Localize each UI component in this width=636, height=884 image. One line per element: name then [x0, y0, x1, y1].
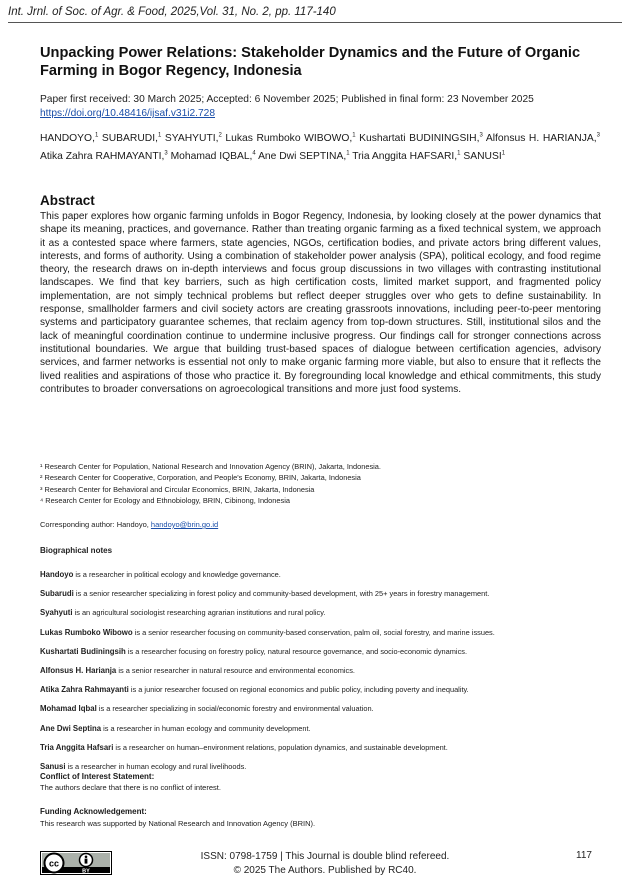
- doi-link[interactable]: https://doi.org/10.48416/ijsaf.v31i2.728: [40, 108, 216, 119]
- funding-text: This research was supported by National Research and Innovation Agency (BRIN).: [40, 819, 316, 828]
- bio-text: is a researcher in human ecology and rural livelihoods.: [65, 761, 247, 771]
- author-affiliation-marker: 4: [252, 150, 256, 157]
- bio-item: [40, 589, 600, 608]
- author-affiliation-marker: 1: [352, 133, 356, 139]
- author-list: [40, 129, 600, 164]
- author-affiliation-marker: 2: [218, 133, 222, 139]
- author-affiliation-marker: 3: [479, 133, 483, 139]
- copyright-line: © 2025 The Authors. Published by RC40.: [233, 865, 417, 876]
- issn-line: ISSN: 0798-1759 | This Journal is double blind refereed.: [200, 851, 450, 862]
- bio-text: is a researcher in political ecology and knowledge governance.: [73, 570, 281, 579]
- author-name: Kushartati BUDININGSIH,: [359, 133, 480, 145]
- article-title: Unpacking Power Relations: Stakeholder Dynamics and the Future of Organic Farming in Bogor Regency, Indonesia: [40, 45, 581, 79]
- author-entry: [40, 133, 98, 144]
- journal-header: Int. Jrnl. of Soc. of Agr. & Food, 2025,Vol. 31, No. 2, pp. 117-140: [8, 6, 622, 23]
- bio-text: is a researcher focusing on forestry policy, natural resource governance, and socio-economic dynamics.: [125, 646, 468, 656]
- author-name: Lukas Rumboko WIBOWO,: [225, 133, 353, 145]
- bio-text: is a researcher specializing in social/economic forestry and environmental valuation.: [96, 704, 374, 714]
- author-name: Tria Anggita HAFSARI,: [352, 150, 458, 162]
- bio-text: is a researcher in human ecology and community development.: [101, 723, 311, 733]
- author-affiliation-marker: 3: [164, 150, 168, 157]
- bio-list: [40, 570, 600, 781]
- publication-dates: Paper first received: 30 March 2025; Accepted: 6 November 2025; Published in final form: 23 November 2025: [40, 94, 534, 105]
- bio-name: Sanusi: [40, 761, 66, 771]
- page-number: 117: [576, 850, 592, 861]
- bio-item: [40, 685, 600, 704]
- bio-item: [40, 647, 600, 666]
- affiliation-1: ¹ Research Center for Population, National Research and Innovation Agency (BRIN), Jakarta, Indonesia.: [40, 462, 381, 471]
- bio-text: is a senior researcher focusing on community-based conservation, palm oil, social forestry, and marine issues.: [132, 627, 495, 637]
- bio-name: Kushartati Budiningsih: [40, 646, 126, 656]
- author-entry: [486, 133, 600, 144]
- author-name: SYAHYUTI,: [164, 133, 219, 145]
- author-name: SANUSI: [463, 150, 502, 162]
- bio-name: Tria Anggita Hafsari: [40, 742, 114, 752]
- bio-text: is a junior researcher focused on regional economics and public policy, including poverty and inequality.: [128, 685, 469, 695]
- bio-text: is a senior researcher specializing in forest policy and community-based development, with 25+ years in forestry management.: [73, 589, 490, 599]
- author-affiliation-marker: 1: [457, 150, 461, 157]
- bio-name: Lukas Rumboko Wibowo: [40, 627, 133, 637]
- corresponding-label: Corresponding author: Handoyo,: [40, 520, 151, 529]
- bio-name: Syahyuti: [40, 608, 73, 618]
- corresponding-author: [40, 520, 218, 529]
- author-entry: [102, 133, 161, 144]
- bio-item: [40, 570, 600, 589]
- bio-name: Alfonsus H. Harianja: [40, 665, 117, 675]
- conflict-text: The authors declare that there is no conflict of interest.: [40, 783, 221, 792]
- author-entry: [171, 151, 256, 162]
- bio-name: Ane Dwi Septina: [40, 723, 102, 733]
- affiliations: [40, 461, 600, 506]
- bio-item: [40, 628, 600, 647]
- author-name: SUBARUDI,: [101, 133, 158, 145]
- author-affiliation-marker: 1: [501, 150, 506, 157]
- author-name: Mohamad IQBAL,: [170, 150, 253, 162]
- author-entry: [359, 133, 483, 144]
- funding-heading: Funding Acknowledgement:: [40, 807, 147, 816]
- bio-item: [40, 743, 600, 762]
- affiliation-4: ⁴ Research Center for Ecology and Ethnobiology, BRIN, Cibinong, Indonesia: [40, 495, 290, 505]
- bio-item: [40, 704, 600, 723]
- author-entry: [165, 133, 222, 144]
- affiliation-2: ² Research Center for Cooperative, Corporation, and People's Economy, BRIN, Jakarta, Indonesia: [40, 473, 361, 483]
- bio-name: Mohamad Iqbal: [40, 704, 97, 714]
- bio-text: is an agricultural sociologist researching agrarian institutions and rural policy.: [72, 608, 326, 618]
- author-name: HANDOYO,: [40, 133, 95, 145]
- svg-text:cc: cc: [48, 858, 60, 869]
- author-affiliation-marker: 1: [94, 133, 99, 139]
- author-name: Alfonsus H. HARIANJA,: [485, 133, 597, 145]
- bio-name: Handoyo: [40, 570, 74, 579]
- author-affiliation-marker: 1: [346, 150, 350, 157]
- author-affiliation-marker: 1: [157, 133, 162, 139]
- author-entry: [463, 151, 505, 162]
- bio-heading: Biographical notes: [40, 546, 113, 555]
- abstract-heading: Abstract: [40, 193, 95, 208]
- conflict-heading: Conflict of Interest Statement:: [40, 772, 155, 781]
- bio-name: Atika Zahra Rahmayanti: [40, 685, 129, 695]
- bio-item: [40, 724, 600, 743]
- bio-text: is a researcher on human–environment relations, population dynamics, and sustainable development.: [113, 742, 448, 752]
- bio-item: [40, 666, 600, 685]
- author-entry: [40, 151, 168, 162]
- bio-item: [40, 608, 600, 627]
- author-entry: [258, 151, 349, 162]
- bio-text: is a senior researcher in natural resource and environmental economics.: [116, 665, 355, 675]
- author-affiliation-marker: 3: [596, 133, 600, 139]
- corresponding-email-link[interactable]: handoyo@brin.go.id: [150, 520, 219, 529]
- cc-by-license-icon[interactable]: [40, 851, 112, 875]
- bio-name: Subarudi: [40, 589, 74, 599]
- author-entry: [352, 151, 460, 162]
- affiliation-3: ³ Research Center for Behavioral and Circular Economics, BRIN, Jakarta, Indonesia: [40, 484, 315, 494]
- author-name: Ane Dwi SEPTINA,: [258, 150, 347, 162]
- svg-text:BY: BY: [82, 868, 90, 875]
- author-name: Atika Zahra RAHMAYANTI,: [40, 150, 165, 162]
- abstract-text: This paper explores how organic farming unfolds in Bogor Regency, Indonesia, by looking closely at the power dynamics that shape its meaning, practices, and governance. Rather than treating organic farming as a fixed technical system, we approach it as a contested space where farmers, state agencies, NGOs, certification bodies, and private actors bring different values, interests, and forms of authority. Using a combination of stakeholder power analysis (SPA), political ecology, and food regime theory, the research draws on in-depth interviews and focus group discussions in two villages with contrasting institutional landscapes. We find that key barriers, such as high certification costs, limited market support, and fragmented policy implementation, are not simply technical problems but reflect deeper struggles over who gets to define sustainability. In response, smallholder farmers and civil society actors are creating grassroots innovations, including peer-to-peer mentoring systems and participatory guarantee schemes, that reclaim agency from top-down structures. Still, institutional silos and the lack of meaningful coordination continue to undermine inclusive progress. Our findings call for stronger connections across institutional boundaries. We argue that building trust-based spaces of dialogue between certification agencies, advisory services, and farmer networks is essential not only to make organic farming more viable, but also to ensure that it reflects the lived realities and aspirations of those who practice it. By foregrounding local knowledge and ethical commitments, this study contributes to broader conversations on agroecological transitions and more just food systems.: [40, 211, 601, 395]
- footer-text: [170, 850, 480, 878]
- author-entry: [225, 133, 355, 144]
